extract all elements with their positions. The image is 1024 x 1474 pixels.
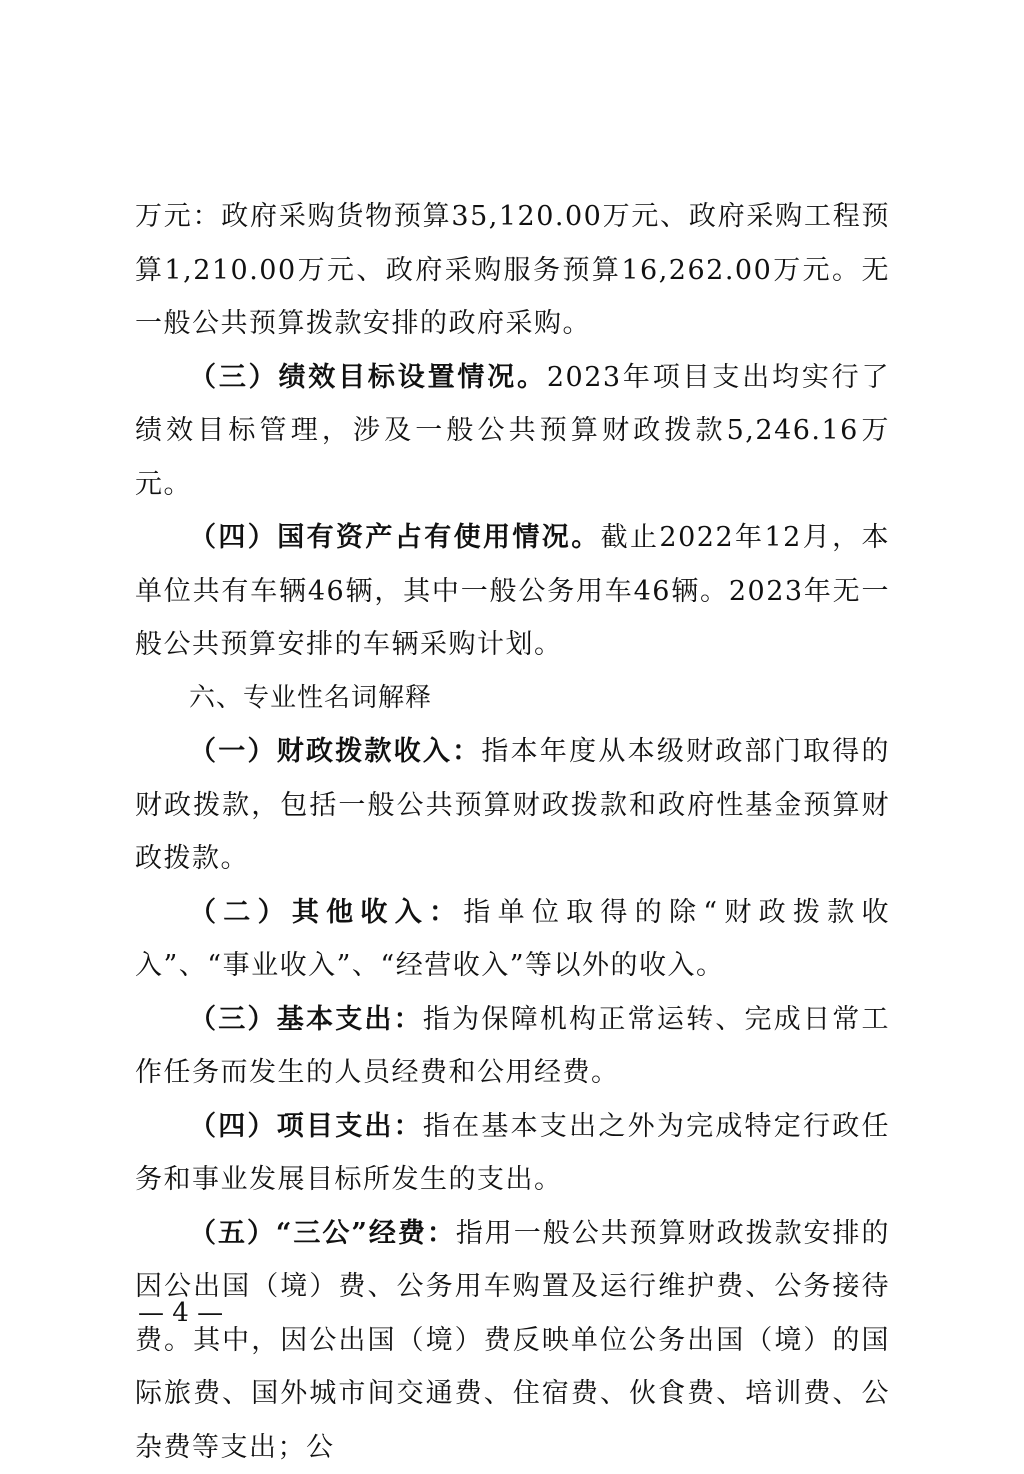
term-basic-expenditure [135, 993, 890, 1100]
term-other-income [135, 886, 890, 993]
term-project-expenditure [135, 1100, 890, 1207]
term-lead: （二）其他收入： [189, 897, 463, 928]
paragraph-text: 万元：政府采购货物预算35,120.00万元、政府采购工程预算1,210.00万元、政府采购服务预算16,262.00万元。无一般公共预算拨款安排的政府采购。 [135, 201, 890, 339]
paragraph-lead: （三）绩效目标设置情况。 [189, 362, 547, 393]
term-three-public-expenses [135, 1207, 890, 1474]
paragraph-text: 2023年项目支出均实行了绩效目标管理，涉及一般公共预算财政拨款5,246.16万元。 [135, 362, 890, 500]
term-fiscal-appropriation-income [135, 725, 890, 886]
term-text: 指本年度从本级财政部门取得的财政拨款，包括一般公共预算财政拨款和政府性基金预算财政拨款。 [135, 736, 890, 874]
paragraph-performance-targets [135, 351, 890, 512]
paragraph-lead: （四）国有资产占有使用情况。 [189, 522, 601, 553]
term-text: 指为保障机构正常运转、完成日常工作任务而发生的人员经费和公用经费。 [135, 1004, 890, 1089]
term-lead: （三）基本支出： [189, 1004, 423, 1035]
term-lead: （五）“三公”经费： [189, 1218, 456, 1249]
term-lead: （四）项目支出： [189, 1111, 423, 1142]
term-text: 指用一般公共预算财政拨款安排的因公出国（境）费、公务用车购置及运行维护费、公务接待费。其中，因公出国（境）费反映单位公务出国（境）的国际旅费、国外城市间交通费、住宿费、伙食费、培训费、公杂费等支出；公 [135, 1218, 890, 1463]
paragraph-procurement [135, 190, 890, 351]
term-text: 指单位取得的除“财政拨款收入”、“事业收入”、“经营收入”等以外的收入。 [135, 897, 890, 982]
paragraph-state-assets [135, 511, 890, 672]
section-heading: 六、专业性名词解释 [135, 672, 890, 726]
paragraph-text: 截止2022年12月，本单位共有车辆46辆，其中一般公务用车46辆。2023年无一般公共预算安排的车辆采购计划。 [135, 522, 890, 660]
document-body [135, 190, 890, 1474]
term-text: 指在基本支出之外为完成特定行政任务和事业发展目标所发生的支出。 [135, 1111, 890, 1196]
term-lead: （一）财政拨款收入： [189, 736, 481, 767]
page-number: — 4 — [138, 1298, 223, 1328]
